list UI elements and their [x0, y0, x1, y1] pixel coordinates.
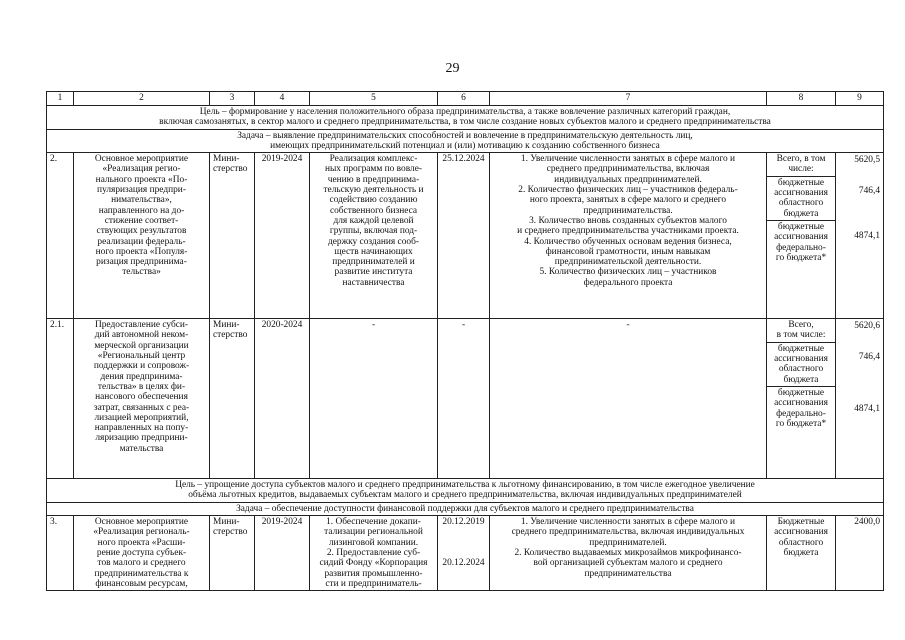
column-number: 5: [310, 92, 438, 106]
task-row: [47, 502, 884, 515]
period: 2019-2024: [255, 516, 310, 591]
indicators: -: [490, 319, 767, 479]
event-name: Предоставление субси- дий автономной неком- мерческой организации «Региональный центр поддержки и сопровож- дения предпринима- тельства» в целях фи- нансового обеспечения затрат, связанных с реа- лизацией мероприятий, направленных на попу- ляризацию предприни- мательства: [74, 319, 210, 479]
funding-source: бюджетные ассигнования федерально- го бюджета*: [774, 387, 828, 429]
indicators: 1. Увеличение численности занятых в сфере малого и среднего предпринимательства, включая индивидуальных предпринимателей. 2. Количество выдаваемых микрозаймов микрофинансо- вой организацией субъектам малого и среднего предпринимательства: [490, 516, 767, 591]
amount-value: 4874,1: [854, 231, 880, 242]
funding-source: Всего, в том числе:: [767, 153, 835, 177]
table-row: [47, 153, 884, 319]
amount-value: 5620,5: [854, 155, 880, 166]
column-number: 2: [74, 92, 210, 106]
funding-amounts: [836, 153, 884, 319]
amount-value: 746,4: [858, 186, 880, 197]
event-name: Основное мероприятие «Реализация региональ- ного проекта «Расши- рение доступа субъек- тов малого и среднего предпринимательства к финансовым ресурсам,: [74, 516, 210, 591]
plan-table: [46, 91, 884, 591]
deadline-date: -: [438, 319, 490, 479]
deadline-date: 20.12.2019 20.12.2024: [438, 516, 490, 591]
column-number: 3: [210, 92, 255, 106]
amount-value: 746,4: [858, 352, 880, 363]
table-row: [47, 319, 884, 479]
deadline-date: 25.12.2024: [438, 153, 490, 319]
funding-source: Всего, в том числе:: [767, 319, 835, 343]
funding-source: Бюджетные ассигнования областного бюджета: [767, 516, 836, 591]
result: 1. Обеспечение докапи- тализации региональной лизинговой компании. 2. Предоставление суб- сидий Фонду «Корпорация развития промышленно- сти и предприниматель-: [310, 516, 438, 591]
period: 2020-2024: [255, 319, 310, 479]
column-number: 6: [438, 92, 490, 106]
goal-row: [47, 106, 884, 130]
executor: Мини- стерство: [210, 319, 255, 479]
result: Реализация комплекс- ных программ по вовле- чению в предпринима- тельскую деятельность и содействию созданию собственного бизнеса для каждой целевой группы, включая под- держку создания сооб- ществ начинающих предпринимателей и развитие института наставничества: [310, 153, 438, 319]
row-number: 3.: [47, 516, 74, 591]
event-name: Основное мероприятие «Реализация регио- нального проекта «По- пуляризация предпри- нимательства», направленного на до- стижение соответ- ствующих результатов реализации федераль- ного проекта «Популя- ризация предпринима- тельства»: [74, 153, 210, 319]
funding-source: бюджетные ассигнования областного бюджета: [767, 343, 835, 387]
page-number: 29: [445, 61, 460, 76]
column-number: 4: [255, 92, 310, 106]
executor: Мини- стерство: [210, 516, 255, 591]
column-number-row: [47, 92, 884, 106]
goal-row: [47, 479, 884, 503]
column-number: 9: [836, 92, 884, 106]
funding-source: бюджетные ассигнования областного бюджета: [767, 177, 835, 221]
amount-value: 2400,0: [836, 516, 884, 591]
task-text: Задача – обеспечение доступности финансовой поддержки для субъектов малого и среднего предпринимательства: [47, 502, 884, 515]
column-number: 7: [490, 92, 767, 106]
executor: Мини- стерство: [210, 153, 255, 319]
row-number: 2.1.: [47, 319, 74, 479]
column-number: 8: [767, 92, 836, 106]
task-text: Задача – выявление предпринимательских способностей и вовлечение в предпринимательскую деятельность лиц, имеющих предпринимательский потенциал и (или) мотивацию к созданию собственного бизнеса: [47, 129, 884, 153]
period: 2019-2024: [255, 153, 310, 319]
task-row: [47, 129, 884, 153]
funding-amounts: [836, 319, 884, 479]
goal-text: Цель – формирование у населения положительного образа предпринимательства, а также вовлечение различных категорий граждан, включая самозанятых, в сектор малого и среднего предпринимательства, в том числе создание новых субъектов малого и среднего предпринимательства: [47, 106, 884, 130]
amount-value: 4874,1: [854, 404, 880, 415]
funding-source: бюджетные ассигнования федерально- го бюджета*: [774, 221, 828, 263]
table-row: [47, 516, 884, 591]
funding-sources: [767, 153, 836, 319]
indicators: 1. Увеличение численности занятых в сфере малого и среднего предпринимательства, включая индивидуальных предпринимателей. 2. Количество физических лиц – участников федераль- ного проекта, занятых в сфере малого и среднего предпринимательства. 3. Количество вновь созданных субъектов малого и среднего предпринимательства участниками проекта. 4. Количество обученных основам ведения бизнеса, финансовой грамотности, иным навыкам предпринимательской деятельности. 5. Количество физических лиц – участников федерального проекта: [490, 153, 767, 319]
funding-sources: [767, 319, 836, 479]
goal-text: Цель – упрощение доступа субъектов малого и среднего предпринимательства к льготному финансированию, в том числе ежегодное увеличение объёма льготных кредитов, выдаваемых субъектам малого и среднего предпринимательства, включая индивидуальных предпринимателей: [47, 479, 884, 503]
column-number: 1: [47, 92, 74, 106]
result: -: [310, 319, 438, 479]
row-number: 2.: [47, 153, 74, 319]
amount-value: 5620,6: [854, 321, 880, 332]
